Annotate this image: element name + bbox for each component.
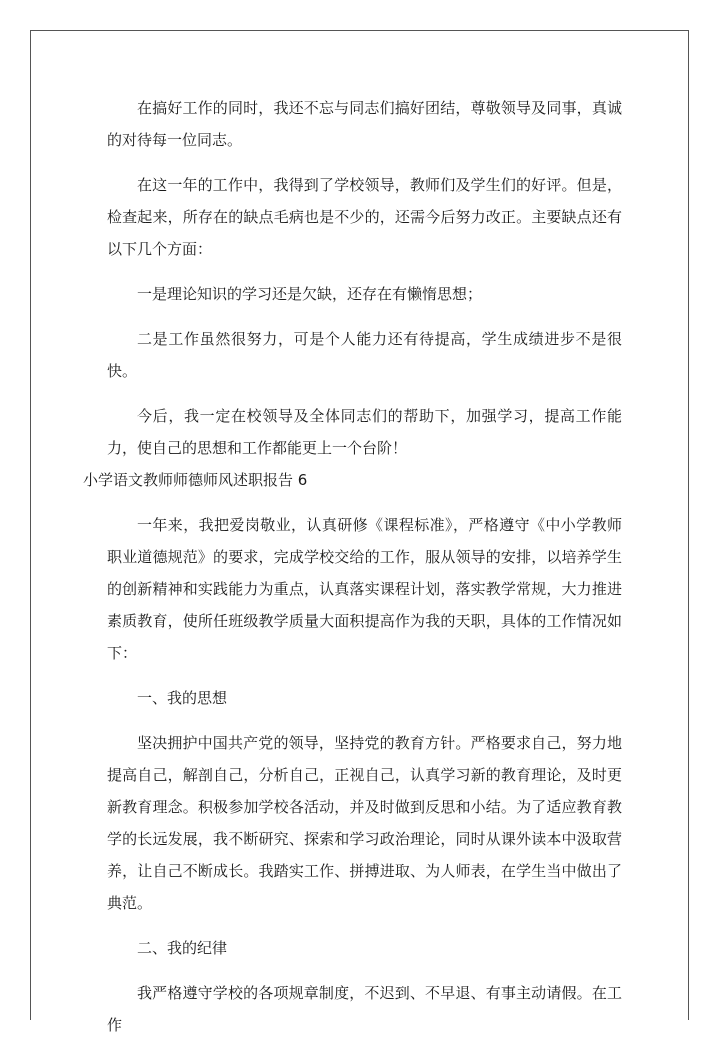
subheading: 二、我的纪律 [137,939,228,957]
paragraph: 一是理论知识的学习还是欠缺，还存在有懒惰思想； [137,285,483,303]
section-heading: 小学语文教师师德师风述职报告 6 [83,471,308,489]
paragraph: 我严格遵守学校的各项规章制度，不迟到、不早退、有事主动请假。在工作 [107,984,622,1034]
paragraph: 在这一年的工作中，我得到了学校领导，教师们及学生们的好评。但是，检查起来，所存在的缺点毛病也是不少的，还需今后努力改正。主要缺点还有以下几个方面： [107,176,622,258]
subheading: 一、我的思想 [137,689,228,707]
paragraph: 坚决拥护中国共产党的领导，坚持党的教育方针。严格要求自己，努力地提高自己，解剖自己，分析自己，正视自己，认真学习新的教育理论，及时更新教育理念。积极参加学校各活动，并及时做到反思和小结。为了适应教育教学的长远发展，我不断研究、探索和学习政治理论，同时从课外读本中汲取营养，让自己不断成长。我踏实工作、拼搏进取、为人师表，在学生当中做出了典范。 [107,734,622,912]
document-body [83,92,622,1041]
paragraph: 今后，我一定在校领导及全体同志们的帮助下，加强学习，提高工作能力，使自己的思想和工作都能更上一个台阶！ [107,407,622,457]
paragraph: 在搞好工作的同时，我还不忘与同志们搞好团结，尊敬领导及同事，真诚的对待每一位同志。 [107,99,622,149]
paragraph: 一年来，我把爱岗敬业，认真研修《课程标准》，严格遵守《中小学教师职业道德规范》的要求，完成学校交给的工作，服从领导的安排，以培养学生的创新精神和实践能力为重点，认真落实课程计划，落实教学常规，大力推进素质教育，使所任班级教学质量大面积提高作为我的天职，具体的工作情况如下： [107,516,622,662]
paragraph: 二是工作虽然很努力，可是个人能力还有待提高，学生成绩进步不是很快。 [107,330,622,380]
